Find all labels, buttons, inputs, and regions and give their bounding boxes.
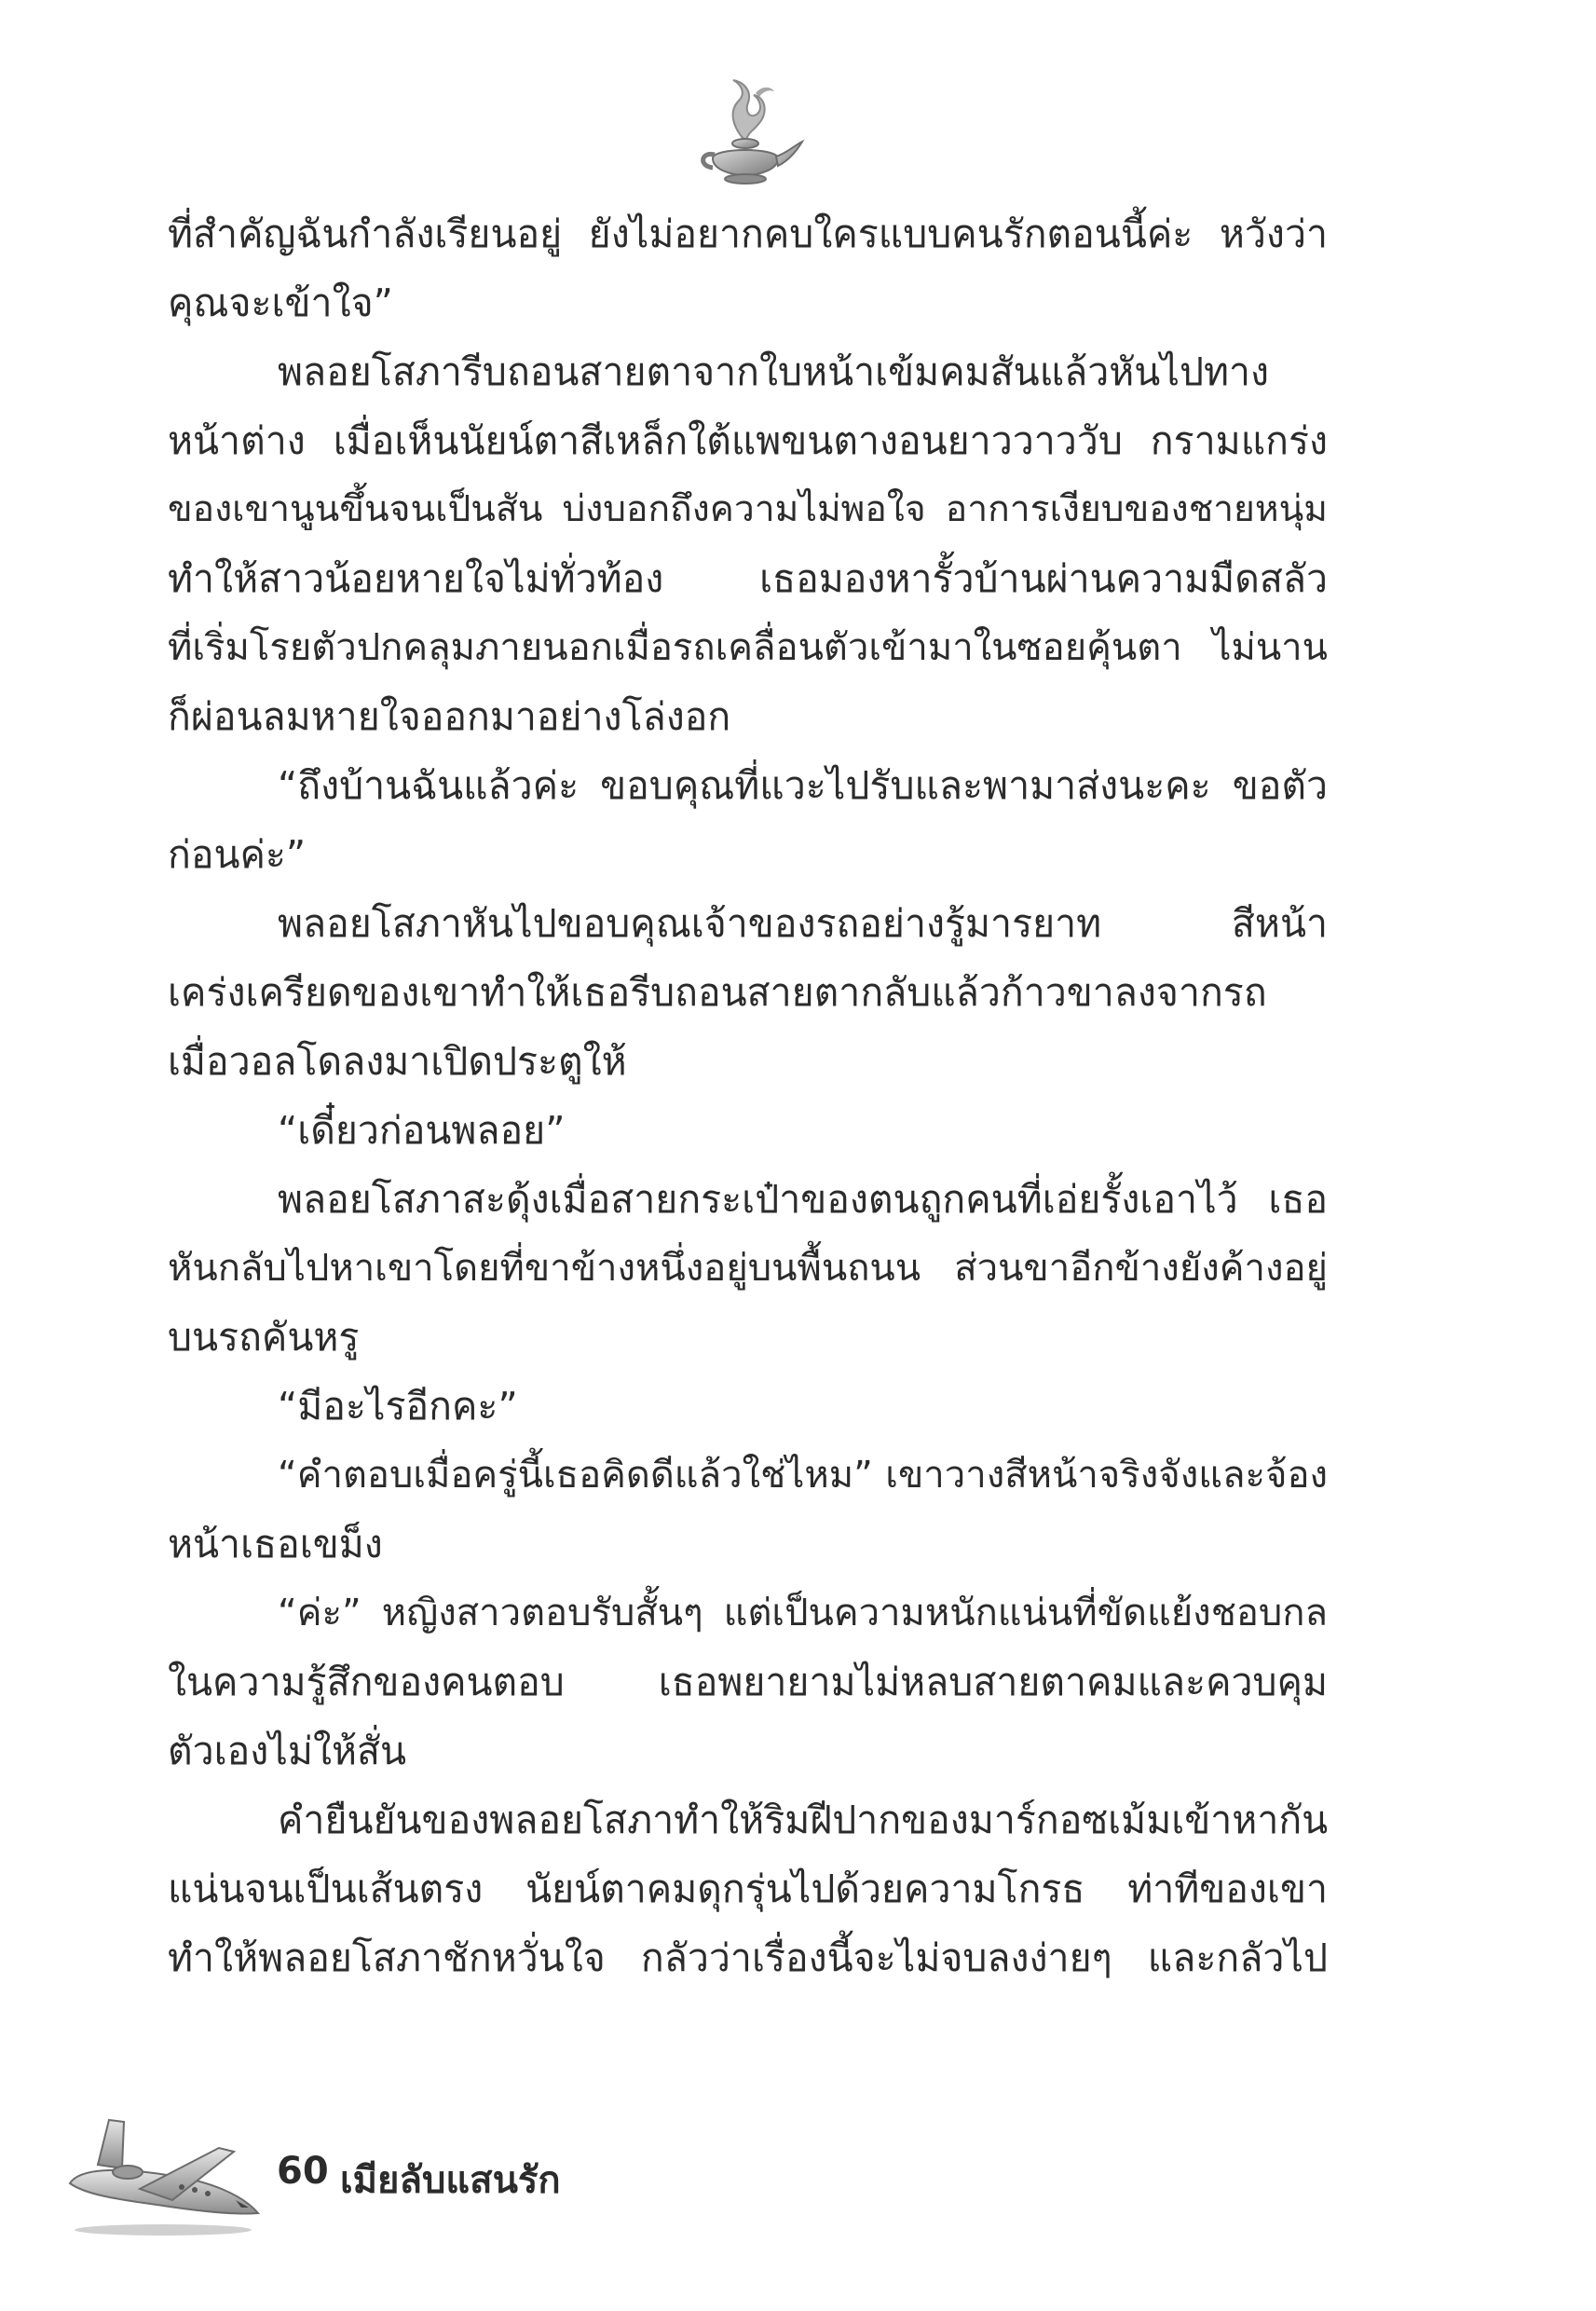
text-line: พลอยโสภาสะดุ้งเมื่อสายกระเป๋าของตนถูกคนที่เอ่ยรั้งเอาไว้ เธอ [278,1177,1328,1222]
magic-lamp-icon [685,73,806,194]
text-line: ก็ผ่อนลมหายใจออกมาอย่างโล่งอก [168,694,731,739]
text-line: ที่เริ่มโรยตัวปกคลุมภายนอกเมื่อรถเคลื่อนตัวเข้ามาในซอยคุ้นตา ไม่นาน [168,626,1328,669]
book-title: เมียลับแสนรัก [340,2159,561,2202]
text-line: “เดี๋ยวก่อนพลอย” [278,1108,566,1153]
text-line: “คำตอบเมื่อครู่นี้เธอคิดดีแล้วใช่ไหม” เขาวางสีหน้าจริงจังและจ้อง [278,1454,1328,1497]
text-line: บนรถคันหรู [168,1315,360,1360]
text-line: ทำให้สาวน้อยหายใจไม่ทั่วท้อง เธอมองหารั้วบ้านผ่านความมืดสลัว [168,556,1328,601]
text-line: ตัวเองไม่ให้สั่น [168,1729,407,1773]
text-line: ในความรู้สึกของคนตอบ เธอพยายามไม่หลบสายตาคมและควบคุม [168,1660,1328,1704]
text-line: พลอยโสภาหันไปขอบคุณเจ้าของรถอย่างรู้มารยาท สีหน้า [278,901,1328,946]
text-line: หันกลับไปหาเขาโดยที่ขาข้างหนึ่งอยู่บนพื้นถนน ส่วนขาอีกข้างยังค้างอยู่ [168,1247,1328,1290]
page-number: 60 [277,2150,329,2193]
text-line: ทำให้พลอยโสภาชักหวั่นใจ กลัวว่าเรื่องนี้จะไม่จบลงง่ายๆ และกลัวไป [168,1935,1328,1980]
text-line: หน้าเธอเขม็ง [168,1522,383,1566]
text-line: แน่นจนเป็นเส้นตรง นัยน์ตาคมดุกรุ่นไปด้วยความโกรธ ท่าทีของเขา [168,1867,1328,1911]
text-line: ก่อนค่ะ” [168,832,307,877]
text-line: คำยืนยันของพลอยโสภาทำให้ริมฝีปากของมาร์กอซเม้มเข้าหากัน [278,1798,1328,1842]
text-line: “มีอะไรอีกคะ” [278,1384,518,1429]
text-line: เมื่อวอลโดลงมาเปิดประตูให้ [168,1039,627,1084]
text-line: ที่สำคัญฉันกำลังเรียนอยู่ ยังไม่อยากคบใครแบบคนรักตอนนี้ค่ะ หวังว่า [168,212,1328,256]
page-footer [51,2111,703,2260]
body-text [168,199,1328,1992]
text-line: คุณจะเข้าใจ” [168,280,393,325]
text-line: เคร่งเครียดของเขาทำให้เธอรีบถอนสายตากลับแล้วก้าวขาลงจากรถ [168,970,1267,1015]
text-line: ของเขานูนขึ้นจนเป็นสัน บ่งบอกถึงความไม่พอใจ อาการเงียบของชายหนุ่ม [168,488,1328,530]
airplane-icon [51,2111,266,2241]
text-line: พลอยโสภารีบถอนสายตาจากใบหน้าเข้มคมสันแล้วหันไปทาง [278,349,1270,394]
text-line: หน้าต่าง เมื่อเห็นนัยน์ตาสีเหล็กใต้แพขนตางอนยาววาววับ กรามแกร่ง [168,418,1328,463]
text-line: “ถึงบ้านฉันแล้วค่ะ ขอบคุณที่แวะไปรับและพามาส่งนะคะ ขอตัว [278,763,1328,808]
text-line: “ค่ะ” หญิงสาวตอบรับสั้นๆ แต่เป็นความหนักแน่นที่ขัดแย้งชอบกล [278,1592,1328,1634]
